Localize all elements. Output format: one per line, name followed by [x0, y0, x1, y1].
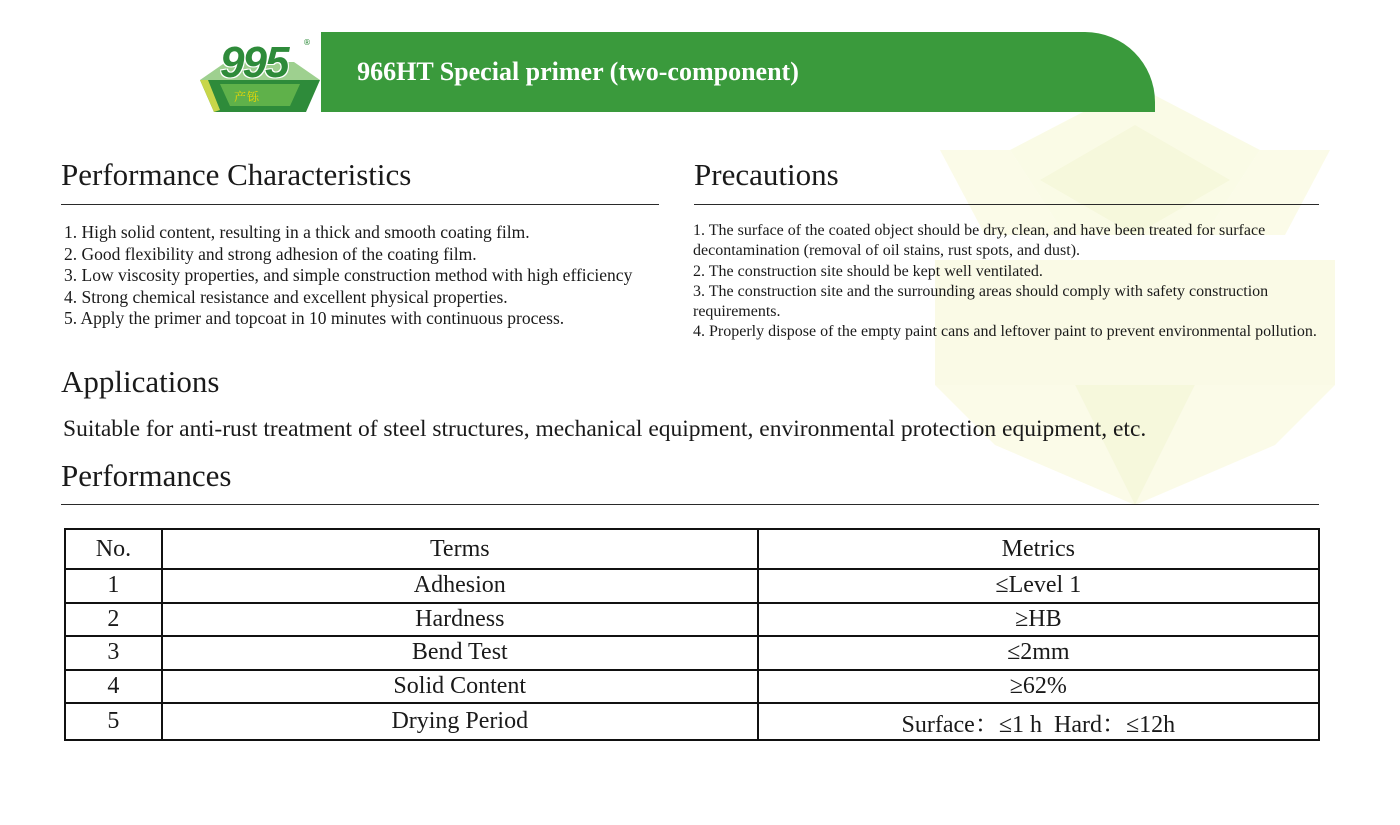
title-banner — [321, 32, 1155, 112]
performance-characteristics-heading: Performance Characteristics — [61, 157, 412, 192]
list-item: 3. Low viscosity properties, and simple construction method with high efficiency — [64, 265, 633, 286]
table-row — [65, 670, 1319, 704]
cell-no: 5 — [65, 703, 162, 740]
cell-term: Drying Period — [162, 703, 758, 740]
applications-heading: Applications — [61, 364, 220, 399]
logo-number: 995 — [220, 38, 288, 87]
cell-no: 4 — [65, 670, 162, 704]
cell-metric: ≥HB — [758, 603, 1319, 637]
column-header-terms: Terms — [162, 529, 758, 569]
table-row — [65, 603, 1319, 637]
logo-subtext: 产铄 — [234, 90, 261, 104]
cell-metric: ≤Level 1 — [758, 569, 1319, 603]
column-header-metrics: Metrics — [758, 529, 1319, 569]
page-title: 966HT Special primer (two-component) — [357, 57, 799, 86]
table-row — [65, 636, 1319, 670]
cell-term: Bend Test — [162, 636, 758, 670]
performance-characteristics-list — [64, 222, 632, 330]
list-item: 2. The construction site should be kept well ventilated. — [693, 262, 1043, 280]
list-item: 3. The construction site and the surrounding areas should comply with safety construction requirements. — [693, 282, 1269, 321]
list-item: 5. Apply the primer and topcoat in 10 minutes with continuous process. — [64, 308, 565, 329]
cell-metric: Surface：≤1 h Hard：≤12h — [758, 703, 1319, 740]
column-header-no: No. — [65, 529, 162, 569]
cell-term: Adhesion — [162, 569, 758, 603]
precautions-heading: Precautions — [694, 157, 839, 192]
cell-metric: ≤2mm — [758, 636, 1319, 670]
table-row — [65, 569, 1319, 603]
table-row — [65, 703, 1319, 740]
precautions-divider — [694, 204, 1319, 205]
cell-no: 1 — [65, 569, 162, 603]
list-item: 4. Strong chemical resistance and excellent physical properties. — [64, 286, 508, 307]
cell-no: 3 — [65, 636, 162, 670]
list-item: 2. Good flexibility and strong adhesion of the coating film. — [64, 243, 477, 264]
performances-table — [64, 528, 1320, 741]
applications-text: Suitable for anti-rust treatment of steel structures, mechanical equipment, environmental protection equipment, etc. — [63, 416, 1147, 442]
list-item: 4. Properly dispose of the empty paint cans and leftover paint to prevent environmental pollution. — [693, 323, 1317, 341]
cell-term: Hardness — [162, 603, 758, 637]
performances-heading: Performances — [61, 458, 232, 493]
table-header-row — [65, 529, 1319, 569]
performances-divider — [61, 504, 1319, 505]
brand-logo — [196, 36, 324, 116]
cell-term: Solid Content — [162, 670, 758, 704]
cell-metric: ≥62% — [758, 670, 1319, 704]
cell-no: 2 — [65, 603, 162, 637]
performance-characteristics-divider — [61, 204, 659, 205]
list-item: 1. The surface of the coated object should be dry, clean, and have been treated for surface decontamination (removal of oil stains, rust spots, and dust). — [693, 222, 1266, 260]
list-item: 1. High solid content, resulting in a thick and smooth coating film. — [64, 222, 530, 242]
precautions-list — [693, 221, 1333, 343]
registered-mark: ® — [303, 38, 311, 47]
